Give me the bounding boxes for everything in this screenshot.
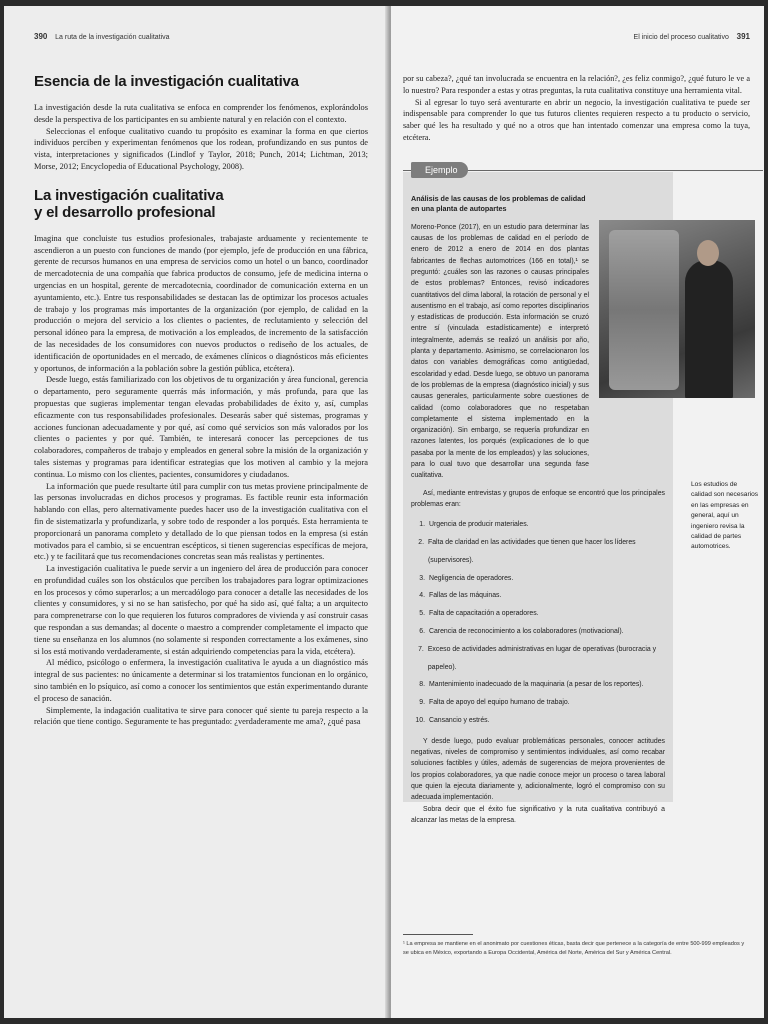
left-page-number: 390 bbox=[34, 32, 48, 41]
example-paragraph: Moreno-Ponce (2017), en un estudio para determinar las causas de los problemas de calidad en el período de enero de 2012 a enero de 2014 en dos plantas fabricantes de flechas automotrices (166 en total),¹ se preguntó: ¿cuáles son las razones o causas principales de estos problemas? Entonces, revisó indicadores cuantitativos del clima laboral, la rotación de personal y el ausentismo en el trabajo, así como reportes disciplinarios y estadísticas de producción. Esta información se cruzó entre sí (vinculada estadísticamente) e interpretó integralmente, además se realizó un análisis por año, planta y departamento. Asimismo, se correlacionaron los datos con variables demográficas como antigüedad, escolaridad y edad. Desde luego, se obtuvo un panorama de los problemas de la empresa (diagnóstico inicial) y sus causas generales, particularmente sobre cuestiones de calidad (como colaboradores que no respetaban completamente el sistema implementado en la organización). Sin embargo, se requería profundizar en razones latentes, los porqués (explicaciones de lo que pasaba por la mente de los empleados) y las soluciones, para lo cual tuvo que desarrollar una segunda fase cualitativa. bbox=[411, 223, 589, 480]
paragraph: Desde luego, estás familiarizado con los objetivos de tu organización y área funcional, gerencia o departamento, pero seguramente querrás más información, y más profunda, para que las propuestas que sugieras implementar tengan elevadas probabilidades de éxito y, así, cumplas eficazmente con tus responsabilidades profesionales. Desearás saber qué sistemas, programas y acciones funcionan adecuadamente y por qué, así como qué servicios son más valorados por los clientes o pacientes y por qué. También, te interesará conocer las percepciones de tus colaboradores, compañeros de trabajo y empleados en general sobre la misión de la organización y tales sistemas y programas para identificar estrategias que los motiven al cambio y la mejora continua. Lo mismo con los clientes, pacientes, consumidores y ciudadanos. bbox=[34, 375, 368, 479]
paragraph: Al médico, psicólogo o enfermera, la investigación cualitativa le ayuda a un diagnóstico más integral de sus pacientes: no únicamente a determinar si los tratamientos funcionan en lo orgánico, sino también en lo psíquico, así como a conocer los sentimientos que están experimentando durante el proceso de sanación. bbox=[34, 658, 368, 703]
paragraph: La información que puede resultarte útil para cumplir con tus metas proviene principalmente de las personas involucradas en dichos procesos y programas. Es factible reunir esta información hablando con ellas, pero alternativamente puedes hacer uso de la investigación cualitativa con el fin de sistematizarla y profundizarla, y sobre todo de responder a los porqués. Esta herramienta te proporcionará un panorama completo y detallado de lo que piensan todos en la empresa (si están motivados para el cambio, si se encuentran escépticos, si tienen sugerencias específicas de mejora, etc.) y te facilitará que tus recomendaciones concretas sean más realistas y pertinentes. bbox=[34, 481, 368, 562]
example-box bbox=[403, 164, 673, 824]
heading-line: La investigación cualitativa bbox=[34, 186, 224, 204]
list-item: 2. Falta de claridad en las actividades que tienen que hacer los líderes (supervisores). bbox=[418, 539, 636, 564]
section-heading-esencia: Esencia de la investigación cualitativa bbox=[34, 73, 299, 90]
right-page-number: 391 bbox=[736, 32, 750, 41]
example-paragraph: Así, mediante entrevistas y grupos de enfoque se encontró que los principales problemas eran: bbox=[411, 489, 665, 508]
paragraph: La investigación desde la ruta cualitativa se enfoca en comprender los fenómenos, explorándolos desde la perspectiva de los participantes en su ambiente natural y en relación con el contexto. bbox=[34, 103, 368, 124]
paragraph: Simplemente, la indagación cualitativa te sirve para conocer qué siente tu pareja respecto a la relación que tiene contigo. Seguramente te has preguntado: ¿verdaderamente me ama?, ¿qué pasa bbox=[34, 705, 368, 727]
list-item: 1. Urgencia de producir materiales. bbox=[419, 521, 529, 529]
right-running-title: El inicio del proceso cualitativo bbox=[633, 34, 729, 41]
example-title: Análisis de las causas de los problemas de calidad en una planta de autopartes bbox=[411, 193, 586, 213]
list-item: 9. Falta de apoyo del equipo humano de trabajo. bbox=[419, 699, 570, 707]
left-running-title: La ruta de la investigación cualitativa bbox=[55, 34, 170, 41]
list-item: 5. Falta de capacitación a operadores. bbox=[419, 610, 539, 618]
paragraph: Seleccionas el enfoque cualitativo cuando tu propósito es examinar la forma en que ciertos individuos perciben y experimentan fenómenos que los rodean, profundizando en sus puntos de vista, interpretaciones y significados (Lindlof y Taylor, 2018; Punch, 2014; Lichtman, 2013; Morse, 2012; Encyclopedia of Educational Psychology, 2008). bbox=[34, 126, 368, 171]
heading-line: y el desarrollo profesional bbox=[34, 203, 216, 221]
footnote: ¹ La empresa se mantiene en el anonimato por cuestiones éticas, basta decir que pertenece a la categoría de entre 500-999 empleados y se ubica en México, exportando a Europa Occidental, América del Norte, América del Sur y América Central. bbox=[403, 941, 745, 957]
footnote-rule bbox=[403, 934, 473, 935]
paragraph: La investigación cualitativa le puede servir a un ingeniero del área de producción para conocer en profundidad cuáles son los obstáculos que perciben los trabajadores para lograr optimizaciones en los procesos y cómo superarlos; a un mercadólogo para conocer a detalle las necesidades de los clientes y consumidores, y si no se han satisfecho, por qué ha sido así, qué falta; a un arquitecto para comprenetrarse con lo que requieren los futuros compradores de vivienda y así construir casas que respondan a sus demandas; al docente o maestro a comprender completamente el impacto que tiene su enseñanza en los alumnos (no solamente si responden correctamente a los exámenes, sino si los está motivando verdaderamente, si están adquiriendo competencias para la vida, etcétera). bbox=[34, 564, 368, 656]
example-tab: Ejemplo bbox=[411, 162, 468, 178]
right-running-head bbox=[403, 32, 750, 41]
example-paragraph: Sobra decir que el éxito fue significativo y la ruta cualitativa contribuyó a alcanzar las metas de la empresa. bbox=[411, 805, 665, 824]
left-running-head bbox=[34, 32, 368, 41]
problems-list bbox=[411, 516, 665, 730]
engineer-photo bbox=[599, 220, 755, 398]
list-item: 8. Mantenimiento inadecuado de la maquinaria (a pesar de los reportes). bbox=[419, 681, 644, 689]
paragraph: Si al egresar lo tuyo será aventurarte en abrir un negocio, la investigación cualitativa te puede ser indispensable para comprender lo que tus futuros clientes requieren respecto a tu producto o servicio, saber qué les ha resultado y qué no a otros que han intentado comenzar una empresa como la tuya, etcétera. bbox=[403, 97, 750, 142]
paragraph: por su cabeza?, ¿qué tan involucrada se encuentra en la relación?, ¿es feliz conmigo?, ¿qué futuro le ve a lo nuestro? Para responder a estas y otras preguntas, la ruta cualitativa constituye una herramienta vital. bbox=[403, 74, 750, 95]
list-item: 4. Fallas de las máquinas. bbox=[419, 592, 502, 600]
section-heading-desarrollo bbox=[34, 187, 368, 221]
right-page bbox=[391, 6, 764, 1018]
example-paragraph: Y desde luego, pudo evaluar problemáticas personales, conocer actitudes negativas, niveles de compromiso y sentimientos individuales, así como recabar soluciones factibles y útiles, además de sugerencias de mejora provenientes de los propios colaboradores, ya que nadie conoce mejor un proceso o tarea laboral que quien la ejecuta diariamente y, adicionalmente, logró el compromiso con su adecuada implementación. bbox=[411, 737, 665, 802]
left-page bbox=[4, 6, 388, 1018]
list-item: 3. Negligencia de operadores. bbox=[419, 574, 514, 582]
book-spread bbox=[4, 6, 764, 1018]
photo-caption: Los estudios de calidad son necesarios en las empresas en general, aquí un ingeniero revisa la calidad de partes automotrices. bbox=[691, 481, 759, 551]
list-item: 10. Cansancio y estrés. bbox=[415, 716, 490, 724]
paragraph: Imagina que concluiste tus estudios profesionales, trabajaste arduamente y recientemente te ascendieron a un puesto con funciones de mando (por ejemplo, jefe de producción en una fábrica, gerente de recursos humanos en una empresa de servicios como un hotel o un banco, coordinador de mercadotecnia de una compañía que fabrica productos de consumo, jefe de medicina interna o urgencias en un hospital, gerente de mercadotecnia, coordinador de comunicación externa en un ayuntamiento, etc.). Entre tus responsabilidades se destacan las de optimizar los procesos actuales de trabajo y los programas más importantes de la organización (por ejemplo, de calidad en la producción o mejora del servicio a los clientes o pacientes, de reclutamiento y selección del personal idóneo para la empresa, de motivación a los empleados, de incremento de la satisfacción de las necesidades de los consumidores con nuevos productos o rediseño de los actuales, de identificación de oportunidades en el mercado, de exámenes clínicos o diagnósticos más eficientes y oportunos, de información a la población sobre la gestión pública, etcétera). bbox=[34, 233, 368, 373]
list-item: 6. Carencia de reconocimiento a los colaboradores (motivacional). bbox=[419, 627, 624, 635]
list-item: 7. Exceso de actividades administrativas en lugar de operativas (burocracia y papeleo). bbox=[418, 645, 657, 671]
